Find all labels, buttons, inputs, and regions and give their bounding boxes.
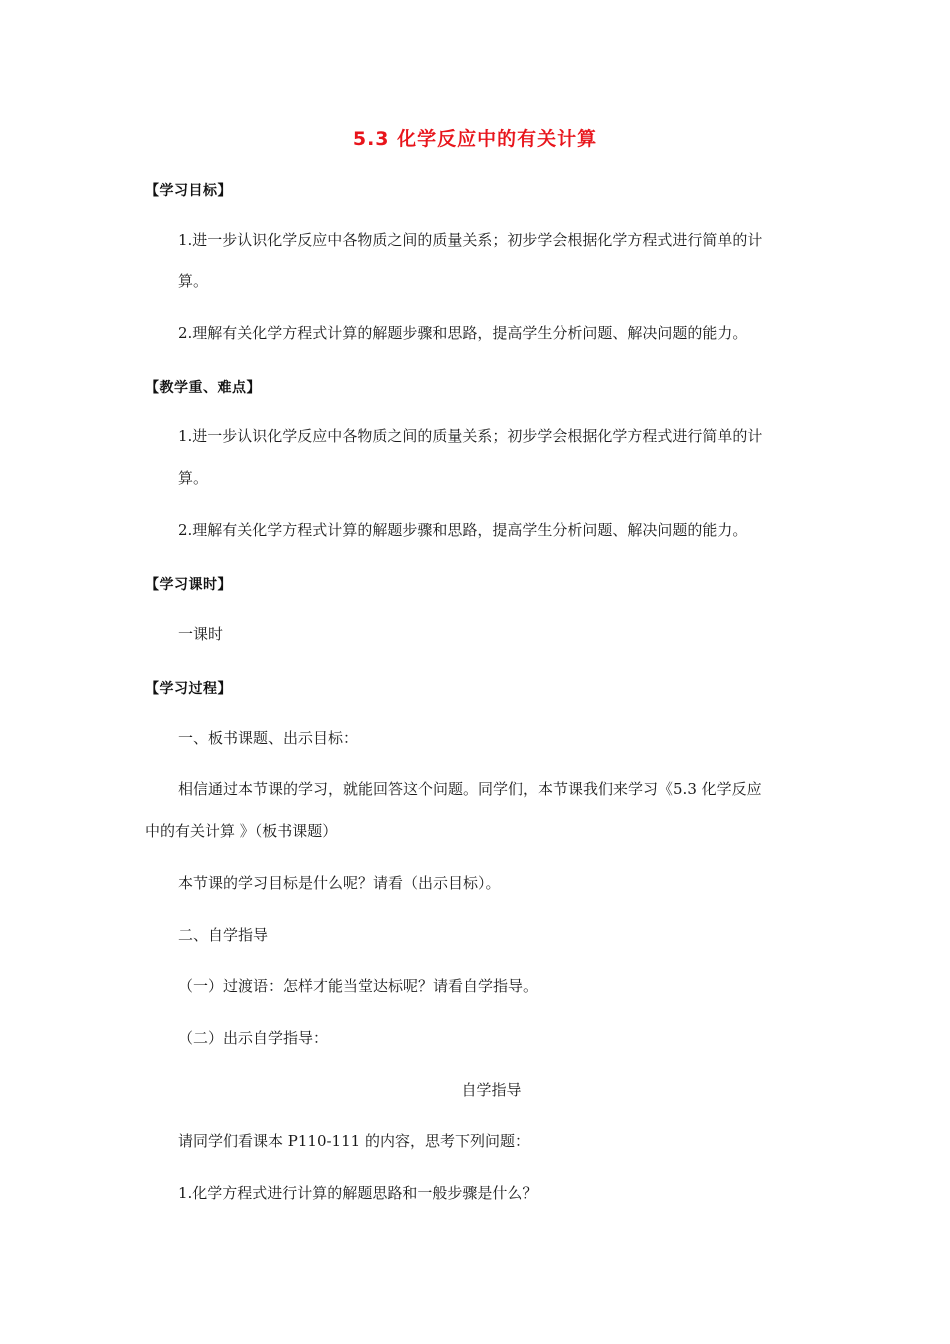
key-point-item-1-line-1: 1.进一步认识化学反应中各物质之间的质量关系；初步学会根据化学方程式进行简单的计	[178, 427, 763, 445]
page-title: 5.3 化学反应中的有关计算	[352, 128, 598, 150]
objective-item-1-line-1: 1.进一步认识化学反应中各物质之间的质量关系；初步学会根据化学方程式进行简单的计	[178, 231, 763, 249]
process-step-1-question: 本节课的学习目标是什么呢？请看（出示目标）。	[178, 874, 501, 892]
key-point-item-2: 2.理解有关化学方程式计算的解题步骤和思路，提高学生分析问题、解决问题的能力。	[178, 521, 748, 539]
objective-item-2: 2.理解有关化学方程式计算的解题步骤和思路，提高学生分析问题、解决问题的能力。	[178, 324, 748, 342]
section-heading-objectives: 【学习目标】	[145, 183, 232, 199]
process-step-1-text-line-2: 中的有关计算 》（板书课题）	[145, 822, 338, 840]
process-step-1-text-line-1: 相信通过本节课的学习，就能回答这个问题。同学们，本节课我们来学习《5.3 化学反应	[178, 780, 762, 798]
section-heading-class-hours: 【学习课时】	[145, 577, 232, 593]
key-point-item-1-line-2: 算。	[178, 469, 209, 487]
guide-question-1: 1.化学方程式进行计算的解题思路和一般步骤是什么？	[178, 1184, 538, 1202]
section-heading-process: 【学习过程】	[145, 681, 232, 697]
process-step-1: 一、板书课题、出示目标：	[178, 729, 359, 747]
class-hours-text: 一课时	[178, 625, 224, 643]
guide-title: 自学指导	[461, 1081, 522, 1099]
objective-item-1-line-2: 算。	[178, 272, 209, 290]
process-step-2-sub-1: （一）过渡语：怎样才能当堂达标呢？请看自学指导。	[178, 977, 539, 995]
section-heading-key-points: 【教学重、难点】	[145, 380, 261, 396]
process-step-2-sub-2: （二）出示自学指导：	[178, 1029, 329, 1047]
process-step-2: 二、自学指导	[178, 926, 269, 944]
guide-intro: 请同学们看课本 P110-111 的内容，思考下列问题：	[178, 1132, 530, 1150]
